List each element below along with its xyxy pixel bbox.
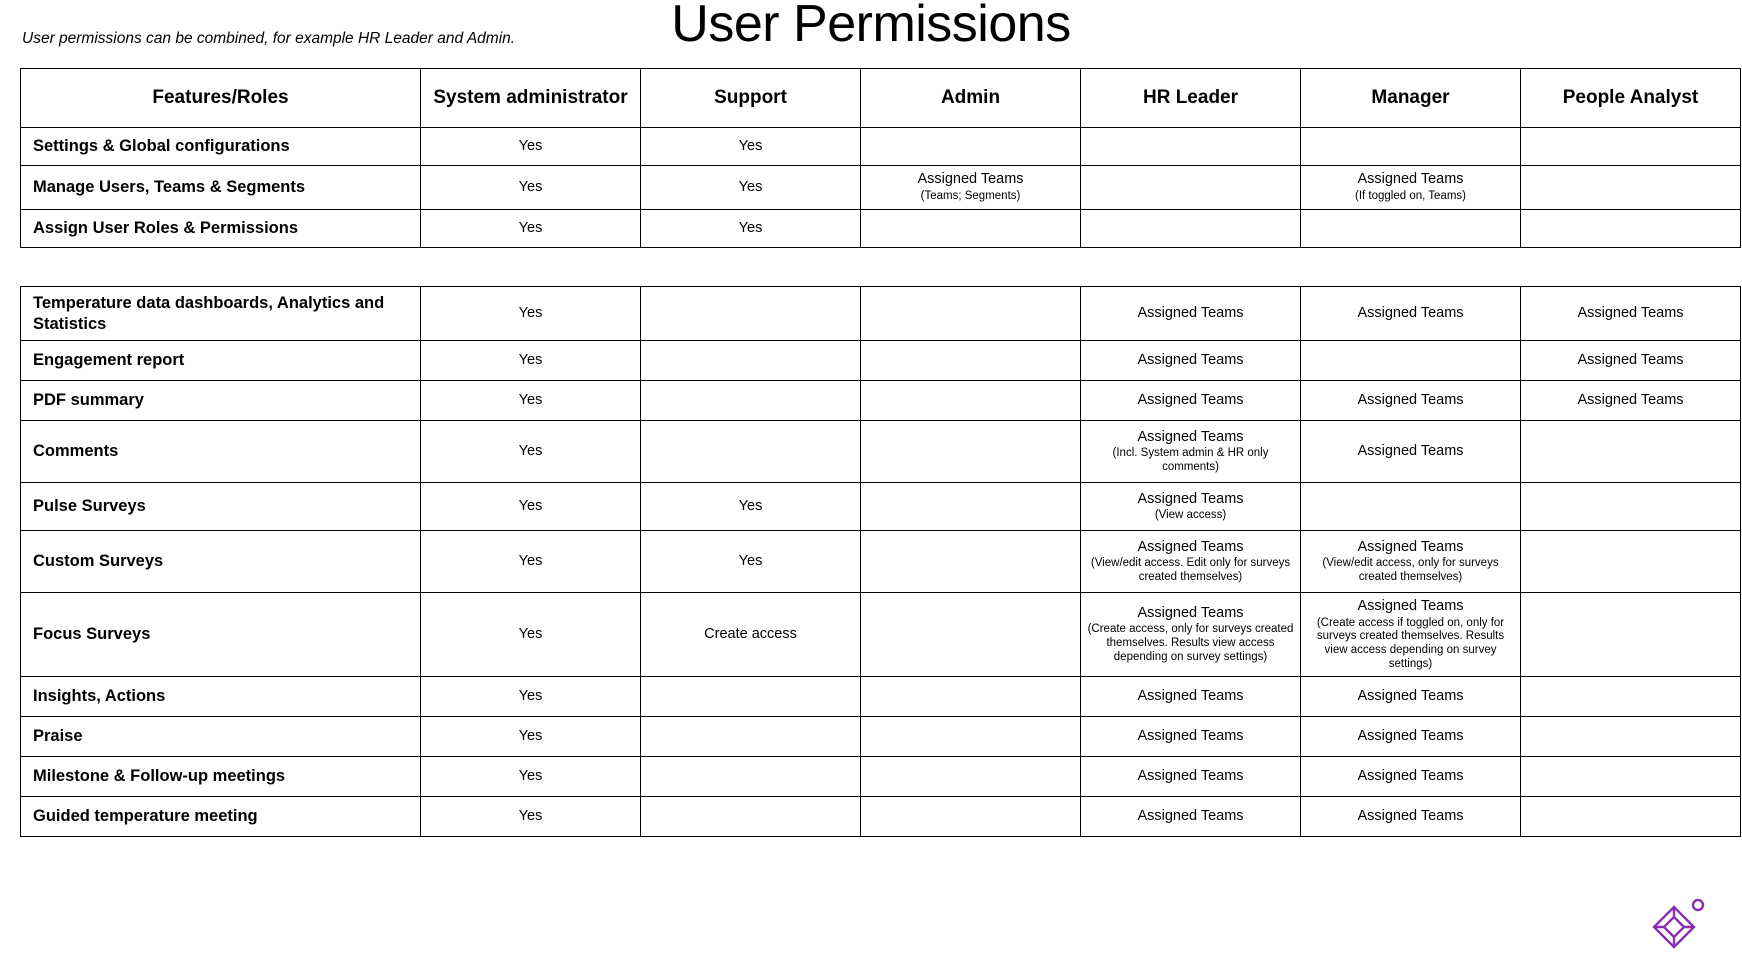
permission-cell [1521, 717, 1741, 757]
permission-cell [861, 210, 1081, 248]
column-header-hr-leader: HR Leader [1081, 69, 1301, 128]
permission-cell [861, 593, 1081, 677]
permission-cell [1521, 341, 1741, 381]
table-row [21, 341, 1741, 381]
permission-cell [641, 797, 861, 837]
permission-cell [1301, 677, 1521, 717]
permission-note: (Create access, only for surveys created themselves. Results view access depending on survey settings) [1087, 623, 1294, 663]
permission-cell [421, 677, 641, 717]
permission-cell [1081, 483, 1301, 531]
permission-cell [421, 210, 641, 248]
table-row [21, 128, 1741, 166]
permission-cell [641, 287, 861, 341]
permission-cell [1301, 341, 1521, 381]
permission-cell [1301, 210, 1521, 248]
permission-cell [1081, 531, 1301, 593]
permission-value: Yes [518, 442, 543, 459]
permission-cell [421, 381, 641, 421]
permission-value: Assigned Teams [1357, 171, 1464, 188]
permission-cell [1521, 166, 1741, 210]
permission-cell [421, 757, 641, 797]
permission-cell [1521, 483, 1741, 531]
permission-value: Yes [518, 807, 543, 824]
permission-cell [1521, 757, 1741, 797]
feature-label: Insights, Actions [21, 677, 421, 717]
permission-value: Assigned Teams [1137, 351, 1244, 368]
permission-value: Yes [518, 304, 543, 321]
column-header-system-administrator: System administrator [421, 69, 641, 128]
permission-cell [1081, 128, 1301, 166]
permission-value: Assigned Teams [1577, 351, 1684, 368]
table-row [21, 381, 1741, 421]
permission-cell [1081, 166, 1301, 210]
column-header-manager: Manager [1301, 69, 1521, 128]
permission-value: Assigned Teams [1357, 727, 1464, 744]
permission-value: Yes [518, 137, 543, 154]
permission-cell [1081, 677, 1301, 717]
permission-value: Assigned Teams [1137, 604, 1244, 621]
feature-label: Manage Users, Teams & Segments [21, 166, 421, 210]
feature-label: Assign User Roles & Permissions [21, 210, 421, 248]
permission-value: Assigned Teams [1137, 538, 1244, 555]
permission-cell [641, 166, 861, 210]
permission-cell [421, 797, 641, 837]
permission-value: Assigned Teams [1137, 807, 1244, 824]
permission-note: (Incl. System admin & HR only comments) [1112, 447, 1269, 474]
permission-value: Assigned Teams [1357, 597, 1464, 614]
permission-cell [421, 341, 641, 381]
permission-cell [861, 757, 1081, 797]
column-header-features: Features/Roles [21, 69, 421, 128]
permission-cell [861, 797, 1081, 837]
permission-cell [421, 531, 641, 593]
permission-cell [641, 531, 861, 593]
feature-label: Temperature data dashboards, Analytics and Statistics [21, 287, 421, 341]
permission-cell [421, 593, 641, 677]
permission-value: Yes [518, 625, 543, 642]
permission-cell [641, 128, 861, 166]
column-header-support: Support [641, 69, 861, 128]
table-row [21, 287, 1741, 341]
permission-cell [1521, 128, 1741, 166]
feature-label: Praise [21, 717, 421, 757]
permission-value: Assigned Teams [1357, 767, 1464, 784]
permission-cell [641, 421, 861, 483]
permission-cell [641, 717, 861, 757]
admin-permissions-table [20, 68, 1741, 248]
permission-cell [641, 381, 861, 421]
permission-cell [1521, 593, 1741, 677]
page-subtitle: User permissions can be combined, for example HR Leader and Admin. [22, 30, 516, 47]
feature-label: Engagement report [21, 341, 421, 381]
permission-value: Yes [518, 767, 543, 784]
permission-note: (View/edit access. Edit only for surveys created themselves) [1090, 557, 1291, 584]
column-header-admin: Admin [861, 69, 1081, 128]
permission-cell [1081, 593, 1301, 677]
feature-label: Custom Surveys [21, 531, 421, 593]
table-row [21, 531, 1741, 593]
permission-value: Yes [738, 178, 763, 195]
permission-cell [641, 483, 861, 531]
permission-note: (Create access if toggled on, only for surveys created themselves. Results view access depending on survey settings) [1316, 616, 1505, 670]
permission-value: Yes [518, 391, 543, 408]
permission-value: Yes [518, 178, 543, 195]
permission-cell [861, 287, 1081, 341]
permission-cell [1081, 341, 1301, 381]
permission-cell [1081, 717, 1301, 757]
permission-note: (View/edit access, only for surveys created themselves) [1322, 557, 1499, 584]
table-row [21, 166, 1741, 210]
permission-value: Assigned Teams [1137, 304, 1244, 321]
permission-cell [641, 341, 861, 381]
feature-label: Comments [21, 421, 421, 483]
permission-cell [1521, 381, 1741, 421]
permission-cell [1081, 210, 1301, 248]
table-row [21, 210, 1741, 248]
permission-cell [1301, 717, 1521, 757]
permission-cell [1521, 421, 1741, 483]
table-header-row [21, 69, 1741, 128]
permission-cell [861, 341, 1081, 381]
table-row [21, 421, 1741, 483]
permission-value: Assigned Teams [1357, 687, 1464, 704]
permission-cell [1521, 531, 1741, 593]
permission-value: Create access [704, 625, 797, 642]
permission-cell [861, 531, 1081, 593]
permission-value: Yes [738, 137, 763, 154]
permission-value: Assigned Teams [1137, 391, 1244, 408]
feature-label: Pulse Surveys [21, 483, 421, 531]
permission-value: Assigned Teams [917, 171, 1024, 188]
permission-cell [1301, 128, 1521, 166]
permission-value: Assigned Teams [1357, 807, 1464, 824]
feature-permissions-table [20, 286, 1741, 837]
permission-value: Yes [738, 497, 763, 514]
table-row [21, 593, 1741, 677]
permission-cell [421, 287, 641, 341]
permission-cell [861, 166, 1081, 210]
permission-cell [1521, 287, 1741, 341]
permission-cell [421, 483, 641, 531]
permission-value: Yes [518, 727, 543, 744]
permission-note: (View access) [1154, 509, 1227, 522]
permission-cell [1301, 593, 1521, 677]
permission-cell [421, 421, 641, 483]
permission-value: Yes [738, 219, 763, 236]
permission-value: Assigned Teams [1137, 490, 1244, 507]
permission-value: Yes [738, 552, 763, 569]
permission-value: Assigned Teams [1357, 538, 1464, 555]
permission-cell [1301, 287, 1521, 341]
permission-cell [1081, 381, 1301, 421]
permission-cell [861, 421, 1081, 483]
permission-value: Assigned Teams [1577, 304, 1684, 321]
permission-cell [1521, 797, 1741, 837]
table-row [21, 797, 1741, 837]
feature-label: Milestone & Follow-up meetings [21, 757, 421, 797]
permission-cell [1301, 381, 1521, 421]
table-row [21, 677, 1741, 717]
feature-label: Focus Surveys [21, 593, 421, 677]
permission-cell [1301, 166, 1521, 210]
permission-cell [641, 210, 861, 248]
permission-cell [861, 717, 1081, 757]
permission-value: Assigned Teams [1357, 304, 1464, 321]
permission-cell [861, 128, 1081, 166]
permission-cell [421, 166, 641, 210]
permission-cell [421, 128, 641, 166]
permission-cell [1301, 797, 1521, 837]
permission-value: Assigned Teams [1357, 442, 1464, 459]
permission-cell [421, 717, 641, 757]
feature-label: Guided temperature meeting [21, 797, 421, 837]
feature-label: PDF summary [21, 381, 421, 421]
permission-value: Yes [518, 687, 543, 704]
permission-cell [1301, 531, 1521, 593]
permission-cell [861, 677, 1081, 717]
table-row [21, 483, 1741, 531]
brand-diamond-logo [1644, 893, 1708, 957]
permission-note: (Teams; Segments) [920, 189, 1021, 202]
permission-value: Yes [518, 351, 543, 368]
permission-cell [1521, 677, 1741, 717]
table-row [21, 757, 1741, 797]
permission-cell [1081, 287, 1301, 341]
permission-value: Assigned Teams [1577, 391, 1684, 408]
table-row [21, 717, 1741, 757]
permission-value: Assigned Teams [1137, 727, 1244, 744]
permission-value: Yes [518, 552, 543, 569]
permission-cell [861, 483, 1081, 531]
column-header-people-analyst: People Analyst [1521, 69, 1741, 128]
permission-cell [1081, 797, 1301, 837]
permission-value: Assigned Teams [1357, 391, 1464, 408]
permission-cell [1521, 210, 1741, 248]
permission-value: Assigned Teams [1137, 767, 1244, 784]
permission-cell [861, 381, 1081, 421]
permission-cell [641, 593, 861, 677]
permission-value: Assigned Teams [1137, 428, 1244, 445]
permission-cell [641, 757, 861, 797]
page-title: User Permissions [671, 0, 1071, 53]
permission-note: (If toggled on, Teams) [1354, 189, 1466, 202]
permission-cell [1301, 757, 1521, 797]
permission-cell [1081, 421, 1301, 483]
permission-cell [641, 677, 861, 717]
feature-label: Settings & Global configurations [21, 128, 421, 166]
permission-value: Yes [518, 219, 543, 236]
permission-value: Yes [518, 497, 543, 514]
permission-cell [1081, 757, 1301, 797]
permission-cell [1301, 421, 1521, 483]
permission-value: Assigned Teams [1137, 687, 1244, 704]
permission-cell [1301, 483, 1521, 531]
